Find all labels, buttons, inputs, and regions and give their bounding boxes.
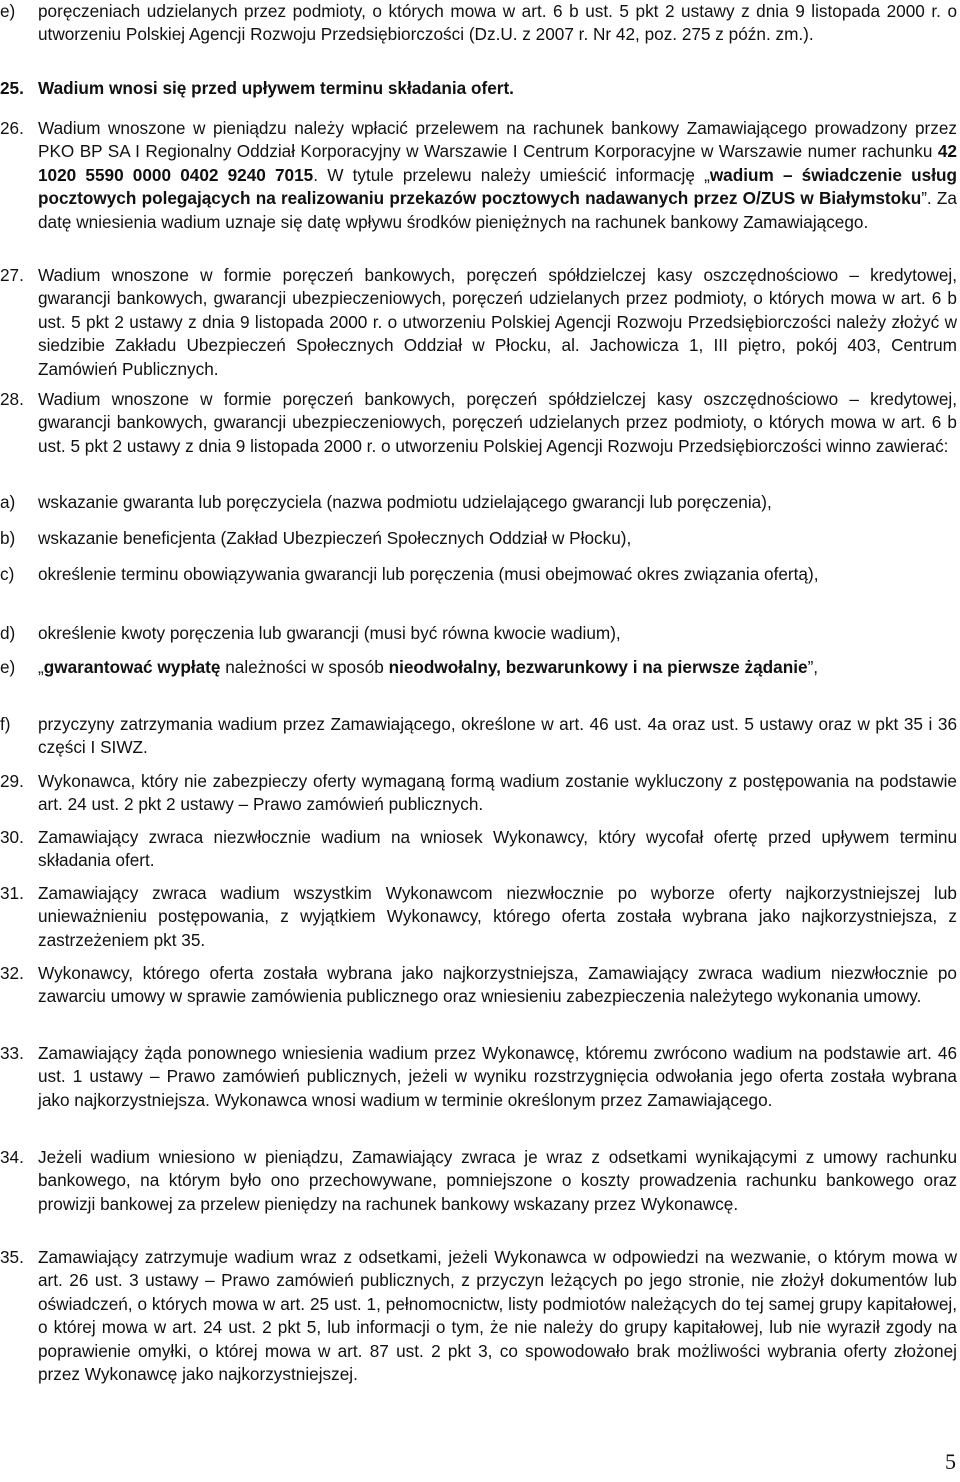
paragraph-text: Wadium wnoszone w formie poręczeń bankowych, poręczeń spółdzielczej kasy oszczędnościowo – kredytowej, gwarancji bankowych, gwarancji ubezpieczeniowych, poręczeń udzielanych przez podmioty, o których mowa w art. 6 b ust. 5 pkt 2 ustawy z dnia 9 listopada 2000 r. o utworzeniu Polskiej Agencji Rozwoju Przedsiębiorczości winno zawierać: (38, 389, 957, 456)
paragraph-30 (0, 826, 960, 873)
list-item-d (0, 622, 960, 645)
paragraph-number: 30. (0, 827, 24, 847)
item-text: określenie kwoty poręczenia lub gwarancji (musi być równa kwocie wadium), (38, 623, 621, 643)
item-text: wskazanie gwaranta lub poręczyciela (nazwa podmiotu udzielającego gwarancji lub poręczenia), (38, 492, 772, 512)
text-run: ”. Za datę wniesienia wadium uznaje się datę wpływu środków pieniężnych na rachunek bankowy Zamawiającego. (38, 188, 957, 232)
paragraph-text: Zamawiający zatrzymuje wadium wraz z odsetkami, jeżeli Wykonawca w odpowiedzi na wezwanie, o którym mowa w art. 26 ust. 3 ustawy – Prawo zamówień publicznych, z przyczyn leżących po jego stronie, nie złożył dokumentów lub oświadczeń, o których mowa w art. 25 ust. 1, pełnomocnictw, listy podmiotów należących do tej samej grupy kapitałowej, o której mowa w art. 24 ust. 2 pkt 5, lub informacji o tym, że nie należy do grupy kapitałowej, lub nie wyraził zgody na poprawienie omyłki, o której mowa w art. 87 ust. 2 pkt 3, co spowodowało brak możliwości wybrania oferty złożonej przez Wykonawcę jako najkorzystniejszej. (38, 1247, 957, 1385)
paragraph-number: 27. (0, 265, 24, 285)
paragraph-number: 31. (0, 883, 24, 903)
emphasis: nieodwołalny, bezwarunkowy i na pierwsze żądanie (388, 657, 808, 677)
paragraph-number: 35. (0, 1247, 24, 1267)
emphasis: gwarantować wypłatę (43, 657, 221, 677)
paragraph-number: 29. (0, 771, 24, 791)
text-run: „ (38, 657, 44, 677)
item-text: wskazanie beneficjenta (Zakład Ubezpieczeń Społecznych Oddział w Płocku), (38, 528, 632, 548)
item-text: poręczeniach udzielanych przez podmioty, o których mowa w art. 6 b ust. 5 pkt 2 ustawy z dnia 9 listopada 2000 r. o utworzeniu Polskiej Agencji Rozwoju Przedsiębiorczości (Dz.U. z 2007 r. Nr 42, poz. 275 z późn. zm.). (38, 1, 957, 45)
paragraph-number: 33. (0, 1043, 24, 1063)
item-label: c) (0, 564, 15, 584)
item-text: przyczyny zatrzymania wadium przez Zamawiającego, określone w art. 46 ust. 4a oraz ust. 5 ustawy oraz w pkt 35 i 36 części I SIWZ. (38, 714, 957, 758)
item-label: d) (0, 623, 16, 643)
list-item-f (0, 713, 960, 760)
text-run: ”, (807, 657, 819, 677)
paragraph-32 (0, 962, 960, 1009)
item-label: e) (0, 1, 16, 21)
paragraph-number: 25. (0, 78, 24, 98)
paragraph-35 (0, 1246, 960, 1386)
list-item-a (0, 491, 960, 514)
text-run: Wadium wnoszone w pieniądzu należy wpłacić przelewem na rachunek bankowy Zamawiającego prowadzony przez PKO BP SA I Regionalny Oddział Korporacyjny w Warszawie I Centrum Korporacyjne w Warszawie numer rachunku (38, 118, 957, 162)
paragraph-number: 26. (0, 118, 24, 138)
transfer-title: wadium – świadczenie usług pocztowych polegających na realizowaniu przekazów pocztowych nadawanych przez O/ZUS w Białymstoku (38, 164, 957, 209)
paragraph-31 (0, 882, 960, 952)
list-item-e-top (0, 0, 960, 47)
paragraph-text: Zamawiający żąda ponownego wniesienia wadium przez Wykonawcę, któremu zwrócono wadium na podstawie art. 46 ust. 1 ustawy – Prawo zamówień publicznych, jeżeli w wyniku rozstrzygnięcia odwołania jego oferta została wybrana jako najkorzystniejsza. Wykonawca wnosi wadium w terminie określonym przez Zamawiającego. (38, 1043, 957, 1110)
text-run: . W tytule przelewu należy umieścić informację „ (313, 164, 710, 185)
paragraph-text: Zamawiający zwraca wadium wszystkim Wykonawcom niezwłocznie po wyborze oferty najkorzystniejszej lub unieważnieniu postępowania, z wyjątkiem Wykonawcy, którego oferta została wybrana jako najkorzystniejsza, z zastrzeżeniem pkt 35. (38, 883, 957, 950)
paragraph-34 (0, 1146, 960, 1216)
paragraph-number: 28. (0, 389, 24, 409)
text-run: należności w sposób (220, 657, 389, 677)
paragraph-27 (0, 264, 960, 381)
paragraph-text: Wykonawcy, którego oferta została wybrana jako najkorzystniejsza, Zamawiający zwraca wadium niezwłocznie po zawarciu umowy w sprawie zamówienia publicznego oraz wniesieniu zabezpieczenia należytego wykonania umowy. (38, 963, 957, 1007)
list-item-e (0, 656, 960, 679)
paragraph-28 (0, 388, 960, 458)
item-text: określenie terminu obowiązywania gwarancji lub poręczenia (musi obejmować okres związania ofertą), (38, 564, 819, 584)
paragraph-25 (0, 77, 960, 100)
paragraph-text (38, 117, 957, 234)
paragraph-text: Zamawiający zwraca niezwłocznie wadium na wniosek Wykonawcy, który wycofał ofertę przed upływem terminu składania ofert. (38, 827, 957, 871)
item-text (38, 656, 957, 679)
item-label: e) (0, 657, 16, 677)
list-item-b (0, 527, 960, 550)
paragraph-33 (0, 1042, 960, 1112)
paragraph-text: Wykonawca, który nie zabezpieczy oferty wymaganą formą wadium zostanie wykluczony z postępowania na podstawie art. 24 ust. 2 pkt 2 ustawy – Prawo zamówień publicznych. (38, 771, 957, 815)
list-item-c (0, 563, 960, 586)
paragraph-number: 34. (0, 1147, 24, 1167)
paragraph-text: Wadium wnosi się przed upływem terminu składania ofert. (38, 78, 514, 98)
page-number: 5 (945, 1449, 956, 1474)
item-label: a) (0, 492, 16, 512)
paragraph-text: Wadium wnoszone w formie poręczeń bankowych, poręczeń spółdzielczej kasy oszczędnościowo – kredytowej, gwarancji bankowych, gwarancji ubezpieczeniowych, poręczeń udzielanych przez podmioty, o których mowa w art. 6 b ust. 5 pkt 2 ustawy z dnia 9 listopada 2000 r. o utworzeniu Polskiej Agencji Rozwoju Przedsiębiorczości należy złożyć w siedzibie Zakładu Ubezpieczeń Społecznych Oddział w Płocku, al. Jachowicza 1, III piętro, pokój 403, Centrum Zamówień Publicznych. (38, 265, 957, 379)
bank-account-number: 42 1020 5590 0000 0402 9240 7015 (38, 141, 957, 185)
paragraph-26 (0, 117, 960, 234)
paragraph-29 (0, 770, 960, 817)
item-label: b) (0, 528, 16, 548)
paragraph-number: 32. (0, 963, 24, 983)
paragraph-text: Jeżeli wadium wniesiono w pieniądzu, Zamawiający zwraca je wraz z odsetkami wynikającymi z umowy rachunku bankowego, na którym było ono przechowywane, pomniejszone o koszty prowadzenia rachunku bankowego oraz prowizji bankowej za przelew pieniędzy na rachunek bankowy wskazany przez Wykonawcę. (38, 1147, 957, 1214)
item-label: f) (0, 714, 11, 734)
